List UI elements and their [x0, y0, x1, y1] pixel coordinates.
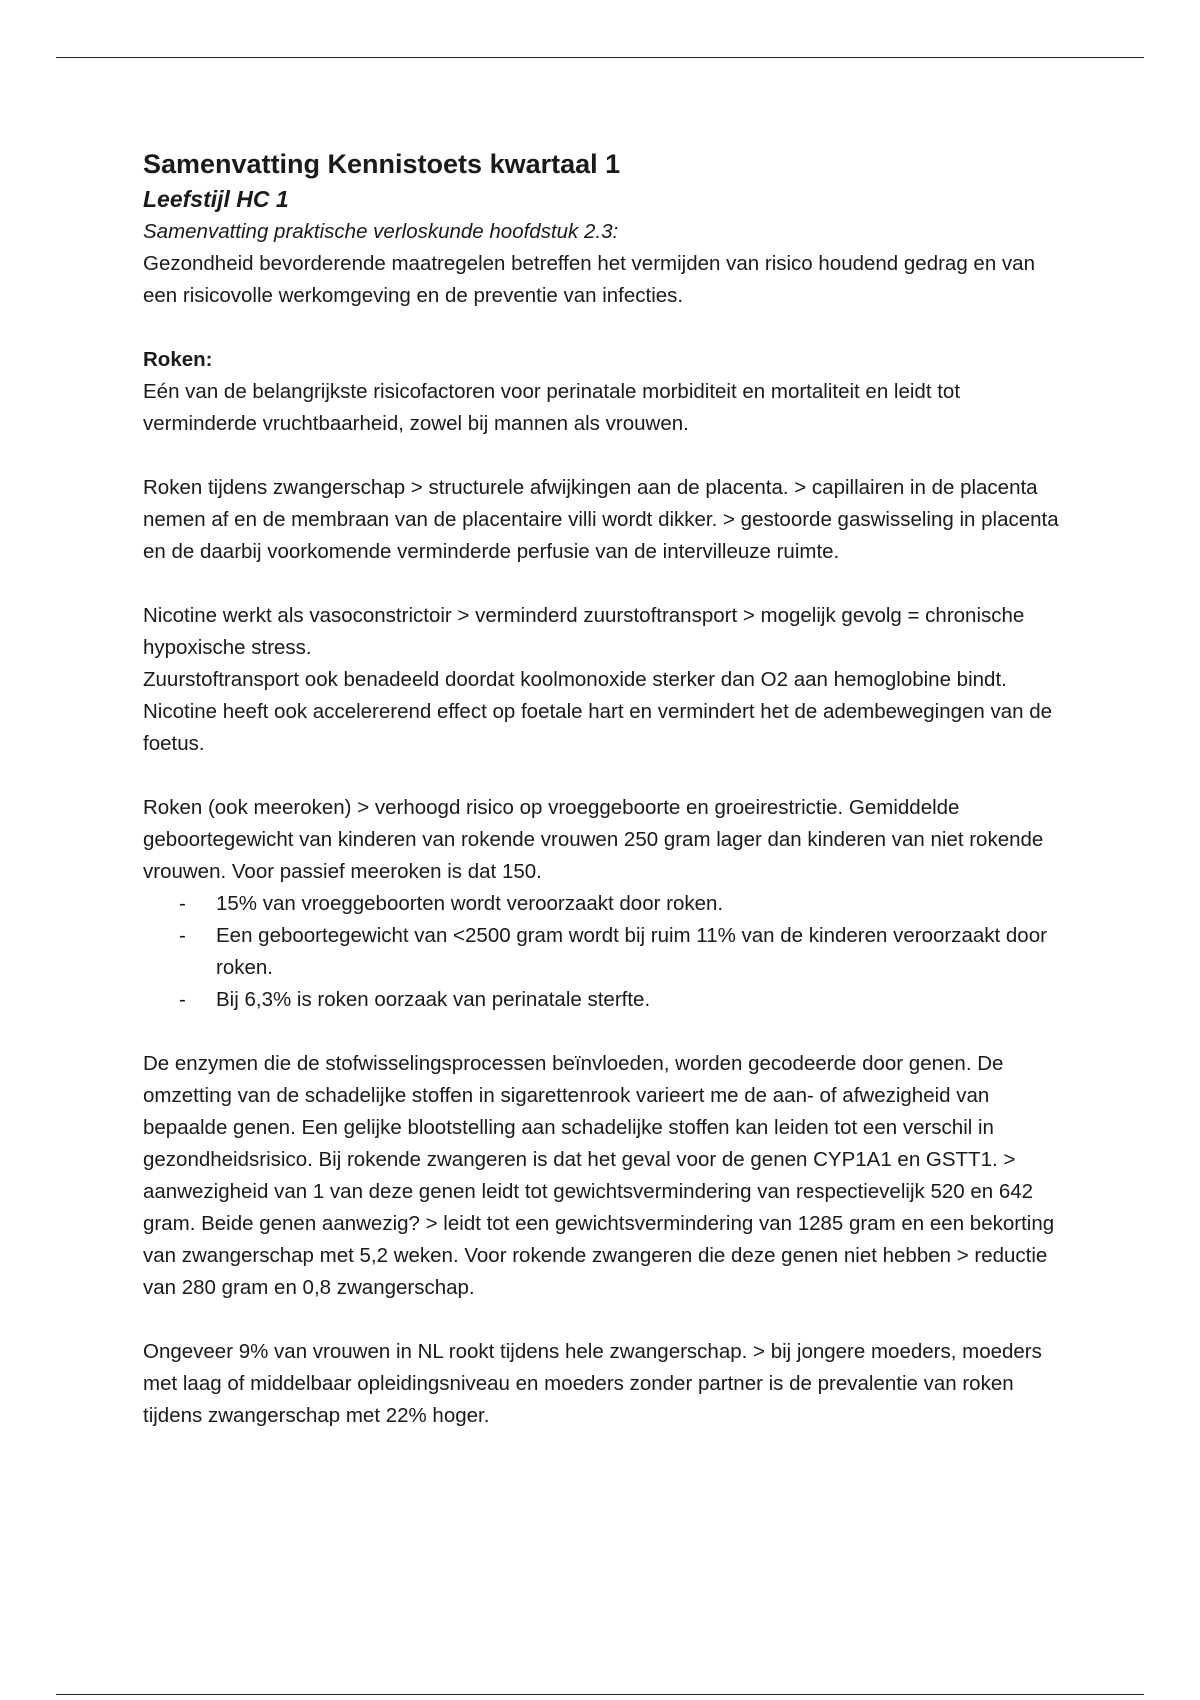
header-rule	[56, 57, 1144, 58]
spacer	[143, 760, 1063, 792]
list-item	[143, 888, 1063, 920]
document-body	[143, 146, 1063, 1432]
bullet-dash: -	[179, 892, 186, 915]
spacer	[143, 1304, 1063, 1336]
source-reference: Samenvatting praktische verloskunde hoofdstuk 2.3:	[143, 220, 619, 243]
bullet-dash: -	[179, 924, 186, 947]
document-title: Samenvatting Kennistoets kwartaal 1	[143, 149, 621, 179]
footer-rule	[56, 1694, 1144, 1695]
paragraph-genes: De enzymen die de stofwisselingsprocessen beïnvloeden, worden gecodeerde door genen. De omzetting van de schadelijke stoffen in sigarettenrook varieert me de aan- of afwezigheid van bepaalde genen. Een gelijke blootstelling aan schadelijke stoffen kan leiden tot een verschil in gezondheidsrisico. Bij rokende zwangeren is dat het geval voor de genen CYP1A1 en GSTT1. > aanwezigheid van 1 van deze genen leidt tot gewichtsvermindering van respectievelijk 520 en 642 gram. Beide genen aanwezig? > leidt tot een gewichtsvermindering van 1285 gram en een bekorting van zwangerschap met 5,2 weken. Voor rokende zwangeren die deze genen niet hebben > reductie van 280 gram en 0,8 zwangerschap.	[143, 1052, 1055, 1299]
spacer	[143, 568, 1063, 600]
list-item-text: 15% van vroeggeboorten wordt veroorzaakt door roken.	[216, 892, 724, 915]
bullet-dash: -	[179, 988, 186, 1011]
paragraph-oxygen: Zuurstoftransport ook benadeeld doordat koolmonoxide sterker dan O2 aan hemoglobine bindt. Nicotine heeft ook accelererend effect op foetale hart en vermindert het de adembewegingen van de foetus.	[143, 668, 1053, 755]
spacer	[143, 312, 1063, 344]
list-item	[143, 920, 1063, 984]
paragraph-prevalence: Ongeveer 9% van vrouwen in NL rookt tijdens hele zwangerschap. > bij jongere moeders, moeders met laag of middelbaar opleidingsniveau en moeders zonder partner is de prevalentie van roken tijdens zwangerschap met 22% hoger.	[143, 1340, 1042, 1427]
spacer	[143, 1016, 1063, 1048]
section-heading: Roken:	[143, 348, 213, 371]
paragraph-risk: Eén van de belangrijkste risicofactoren voor perinatale morbiditeit en mortaliteit en leidt tot verminderde vruchtbaarheid, zowel bij mannen als vrouwen.	[143, 380, 961, 435]
document-subtitle: Leefstijl HC 1	[143, 186, 289, 212]
list-item-text: Een geboortegewicht van <2500 gram wordt bij ruim 11% van de kinderen veroorzaakt door roken.	[216, 924, 1047, 979]
list-item-text: Bij 6,3% is roken oorzaak van perinatale sterfte.	[216, 988, 651, 1011]
spacer	[143, 440, 1063, 472]
bullet-list	[143, 888, 1063, 1016]
list-item	[143, 984, 1063, 1016]
paragraph-placenta: Roken tijdens zwangerschap > structurele afwijkingen aan de placenta. > capillairen in de placenta nemen af en de membraan van de placentaire villi wordt dikker. > gestoorde gaswisseling in placenta en de daarbij voorkomende verminderde perfusie van de intervilleuze ruimte.	[143, 476, 1059, 563]
intro-paragraph: Gezondheid bevorderende maatregelen betreffen het vermijden van risico houdend gedrag en van een risicovolle werkomgeving en de preventie van infecties.	[143, 252, 1035, 307]
paragraph-nicotine: Nicotine werkt als vasoconstrictoir > verminderd zuurstoftransport > mogelijk gevolg = chronische hypoxische stress.	[143, 604, 1025, 659]
paragraph-preterm: Roken (ook meeroken) > verhoogd risico op vroeggeboorte en groeirestrictie. Gemiddelde geboortegewicht van kinderen van rokende vrouwen 250 gram lager dan kinderen van niet rokende vrouwen. Voor passief meeroken is dat 150.	[143, 796, 1044, 883]
